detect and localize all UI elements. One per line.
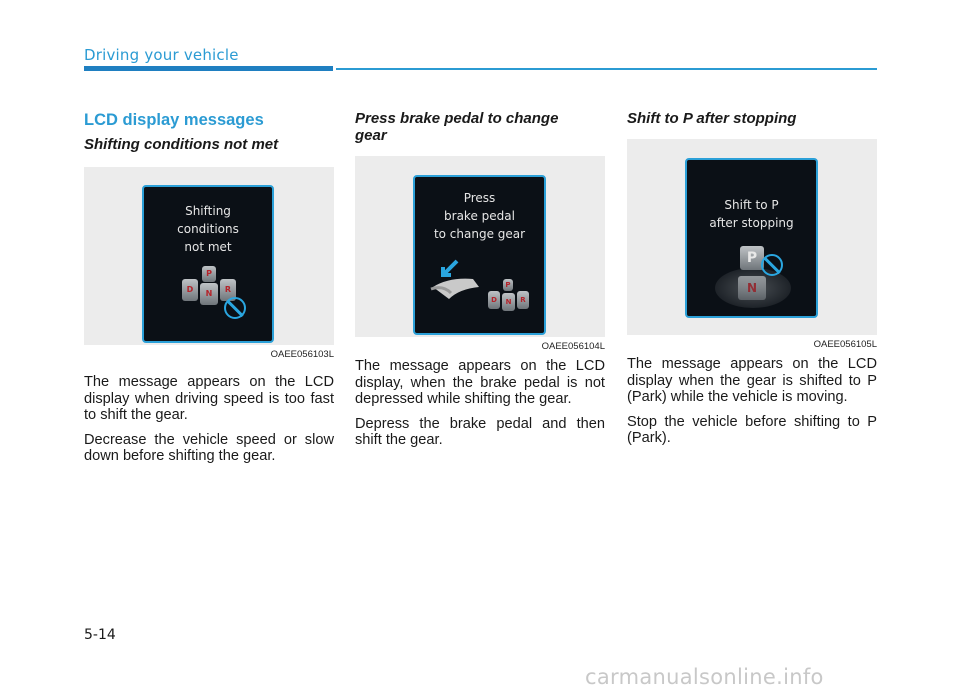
figure-caption: OAEE056104L — [541, 341, 605, 352]
key-p: P — [202, 266, 216, 282]
paragraph: The message appears on the LCD display when the gear is shifted to P (Park) while the vehicle is moving. — [627, 356, 877, 405]
figure-caption: OAEE056105L — [813, 339, 877, 350]
column-shift-to-p — [627, 110, 877, 455]
subtitle: Shifting conditions not met — [84, 136, 279, 153]
column-shifting-conditions — [84, 110, 334, 473]
key-d: D — [182, 279, 198, 301]
subtitle-line: Press brake pedal to change — [355, 110, 559, 127]
screen-line: brake pedal — [444, 209, 515, 223]
header-bar — [84, 66, 333, 71]
arrow-icon — [437, 259, 461, 283]
paragraph: The message appears on the LCD display, when the brake pedal is not depressed while shifting the gear. — [355, 358, 605, 407]
body-text — [355, 358, 605, 449]
screen-line: Shift to P — [724, 198, 779, 212]
section-title: LCD display messages — [84, 111, 264, 129]
page-number: 5-14 — [84, 627, 116, 643]
paragraph: The message appears on the LCD display when driving speed is too fast to shift the gear. — [84, 374, 334, 423]
lcd-screen — [413, 175, 546, 335]
subtitle — [355, 110, 605, 144]
watermark: carmanualsonline.info — [585, 665, 824, 689]
screen-line: Shifting — [185, 204, 231, 218]
screen-text — [144, 202, 272, 256]
figure-caption: OAEE056103L — [270, 349, 334, 360]
figure-shift-to-p — [627, 139, 877, 335]
subtitle: Shift to P after stopping — [627, 110, 797, 127]
key-r: R — [517, 291, 529, 309]
column-press-brake — [355, 110, 605, 457]
body-text — [84, 374, 334, 465]
screen-line: to change gear — [433, 227, 526, 241]
screen-text — [415, 189, 544, 243]
no-entry-icon — [224, 297, 246, 319]
paragraph: Decrease the vehicle speed or slow down before shifting the gear. — [84, 431, 334, 464]
subtitle-line: gear — [355, 127, 387, 144]
key-p: P — [740, 246, 764, 270]
paragraph: Depress the brake pedal and then shift the gear. — [355, 415, 605, 448]
key-p: P — [503, 279, 513, 291]
lcd-screen — [685, 158, 818, 318]
header-title: Driving your vehicle — [84, 46, 239, 64]
figure-shifting-conditions — [84, 167, 334, 345]
screen-text — [687, 196, 816, 232]
header-rule — [336, 68, 877, 70]
key-r: R — [220, 279, 236, 301]
body-text — [627, 356, 877, 447]
screen-line: Press — [463, 191, 496, 205]
key-n: N — [738, 276, 766, 300]
screen-line: not met — [184, 240, 232, 254]
screen-line: conditions — [177, 222, 239, 236]
key-d: D — [488, 291, 500, 309]
key-n: N — [502, 293, 515, 311]
screen-line: after stopping — [709, 216, 794, 230]
figure-press-brake — [355, 156, 605, 337]
lcd-screen — [142, 185, 274, 343]
key-n: N — [200, 283, 218, 305]
paragraph: Stop the vehicle before shifting to P (Park). — [627, 413, 877, 446]
no-entry-icon — [761, 254, 783, 276]
